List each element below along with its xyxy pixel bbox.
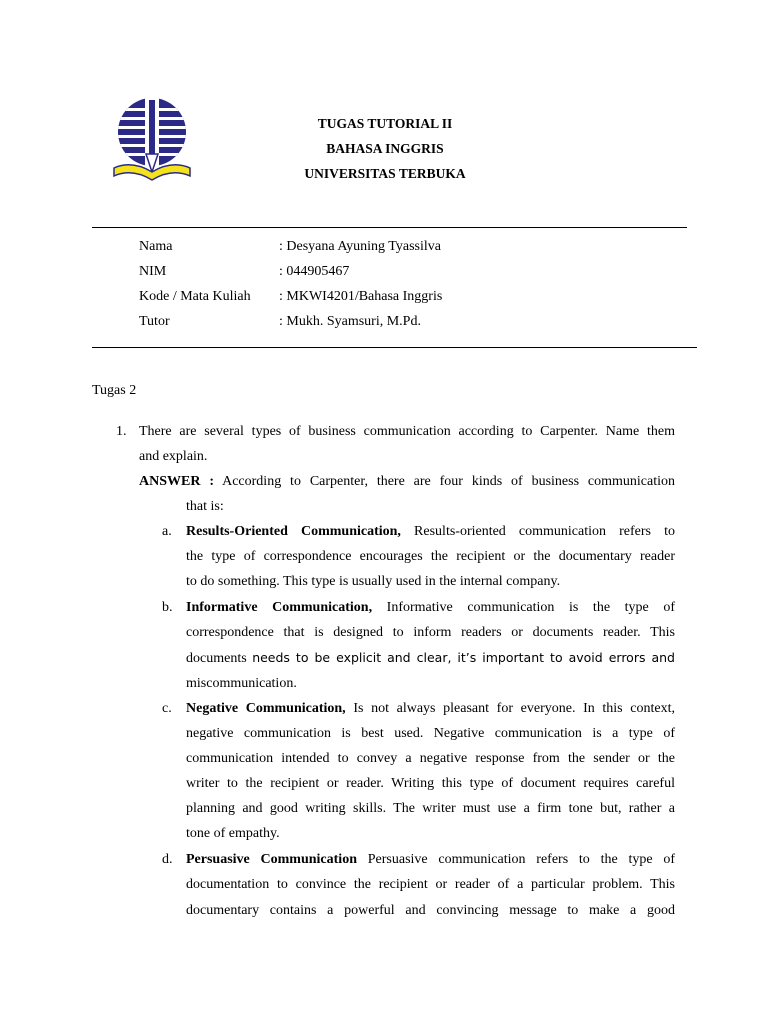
info-label: NIM bbox=[139, 264, 167, 279]
info-value: : Mukh. Syamsuri, M.Pd. bbox=[279, 314, 421, 329]
item-c-heading: Negative Communication, bbox=[186, 701, 346, 716]
title-line-1: TUGAS TUTORIAL II bbox=[317, 116, 453, 131]
item-marker: a. bbox=[162, 524, 172, 539]
item-a-text: Results-oriented communication refers to bbox=[400, 524, 675, 539]
answer-label: ANSWER : bbox=[139, 474, 214, 489]
item-c-line: writer to the recipient or reader. Writing this type of document requires careful bbox=[186, 776, 675, 791]
title-line-3: UNIVERSITAS TERBUKA bbox=[304, 166, 466, 181]
question-line: There are several types of business communication according to Carpenter. Name them bbox=[139, 424, 675, 439]
item-a-line bbox=[186, 524, 675, 540]
item-a-heading: Results-Oriented Communication, bbox=[186, 524, 401, 539]
title-line-2: BAHASA INGGRIS bbox=[326, 141, 444, 156]
item-c-line: planning and good writing skills. The writer must use a firm tone but, rather a bbox=[186, 801, 675, 816]
item-marker: b. bbox=[162, 600, 173, 615]
top-divider bbox=[92, 227, 687, 228]
item-b-text-alt-font: needs to be explicit and clear, it’s important to avoid errors and bbox=[252, 650, 675, 665]
item-d-line bbox=[186, 852, 675, 868]
item-b-text: documents bbox=[186, 651, 253, 666]
document-title bbox=[250, 111, 520, 186]
university-logo bbox=[112, 96, 192, 186]
answer-intro bbox=[139, 474, 675, 490]
info-value: : MKWI4201/Bahasa Inggris bbox=[279, 289, 443, 304]
item-d-text: Persuasive communication refers to the type of bbox=[357, 852, 676, 867]
answer-text: According to Carpenter, there are four kinds of business communication bbox=[214, 474, 675, 489]
info-label: Nama bbox=[139, 239, 173, 254]
item-d-heading: Persuasive Communication bbox=[186, 852, 357, 867]
info-value: : Desyana Ayuning Tyassilva bbox=[279, 239, 441, 254]
item-marker: d. bbox=[162, 852, 173, 867]
item-b-line bbox=[186, 600, 675, 616]
item-b-text: Informative communication is the type of bbox=[372, 600, 675, 615]
item-c-line: tone of empathy. bbox=[186, 826, 280, 841]
item-d-line: documentary contains a powerful and convincing message to make a good bbox=[186, 903, 675, 918]
info-label: Kode / Mata Kuliah bbox=[139, 289, 251, 304]
item-a-line: the type of correspondence encourages the recipient or the documentary reader bbox=[186, 549, 675, 564]
item-b-line: miscommunication. bbox=[186, 676, 297, 691]
item-marker: c. bbox=[162, 701, 172, 716]
bottom-divider bbox=[92, 347, 697, 348]
item-c-line: negative communication is best used. Negative communication is a type of bbox=[186, 726, 675, 741]
item-c-line: communication intended to convey a negative response from the sender or the bbox=[186, 751, 675, 766]
ut-emblem-icon bbox=[112, 96, 192, 186]
info-value: : 044905467 bbox=[279, 264, 350, 279]
info-label: Tutor bbox=[139, 314, 170, 329]
item-a-line: to do something. This type is usually used in the internal company. bbox=[186, 574, 561, 589]
question-line: and explain. bbox=[139, 449, 208, 464]
item-b-line bbox=[186, 650, 675, 667]
item-d-line: documentation to convince the recipient or reader of a particular problem. This bbox=[186, 877, 675, 892]
question-number: 1. bbox=[116, 424, 127, 439]
answer-line: that is: bbox=[186, 499, 224, 514]
item-c-text: Is not always pleasant for everyone. In this context, bbox=[345, 701, 675, 716]
item-c-line bbox=[186, 701, 675, 717]
item-b-line: correspondence that is designed to inform readers or documents reader. This bbox=[186, 625, 675, 640]
section-title: Tugas 2 bbox=[92, 383, 137, 398]
item-b-heading: Informative Communication, bbox=[186, 600, 373, 615]
